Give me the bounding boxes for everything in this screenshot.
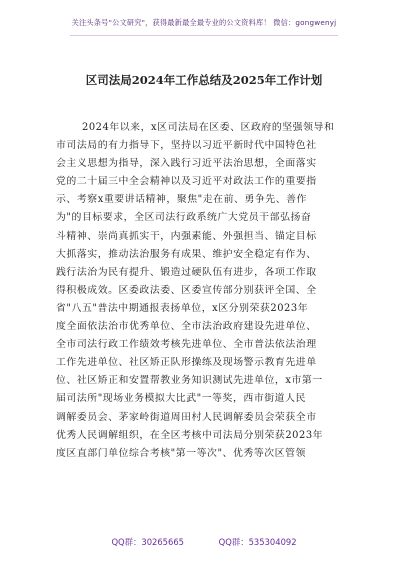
body-line: 调解委员会、茅家岭街道周田村人民调解委员会荣获全市: [56, 411, 317, 423]
top-banner: 关注头条号"公文研究"，获得最新最全最专业的公文资料库！ 微信：gongwenyj: [71, 18, 337, 27]
document-title: 区司法局2024年工作总结及2025年工作计划: [85, 73, 323, 87]
body-line: 全市司法行政工作绩效考核先进单位、全市普法依法治理: [56, 339, 317, 351]
body-line: 度全面依法治市优秀单位、全市法治政府建设先进单位、: [56, 321, 317, 333]
body-line: 示、考察x重要讲话精神，聚焦"走在前、勇争先、善作: [56, 194, 307, 206]
footer-qq-group-1: QQ群：30265665: [111, 537, 184, 547]
body-line: 大抓落实，推动法治服务有成果、维护安全稳定有作为、: [56, 248, 317, 260]
body-line: 为"的目标要求，全区司法行政系统广大党员干部弘扬奋: [56, 212, 312, 224]
body-line: 党的二十届三中全会精神以及习近平对政法工作的重要指: [56, 176, 317, 188]
body-line: 工作先进单位、社区矫正队形操练及现场警示教育先进单: [56, 357, 317, 369]
body-line: 践行法治为民有提升、锻造过硬队伍有进步，各项工作取: [56, 266, 317, 278]
body-line: 位、社区矫正和安置帮教业务知识测试先进单位，x市第一: [56, 375, 323, 387]
body-line: 优秀人民调解组织，在全区考核中司法局分别荣获2023年: [56, 429, 324, 441]
body-line: 斗精神、崇尚真抓实干，内强素能、外强担当、锚定目标: [56, 230, 317, 242]
document-body: [56, 119, 354, 463]
body-line: 得积极成效。区委政法委、区委宣传部分别获评全国、全: [56, 284, 317, 296]
body-line: 市司法局的有力指导下，坚持以习近平新时代中国特色社: [56, 140, 317, 152]
body-line: 会主义思想为指导，深入践行习近平法治思想，全面落实: [56, 158, 317, 170]
footer-contacts: [0, 536, 408, 548]
banner-divider: [70, 35, 338, 36]
body-line: 度区直部门单位综合考核"第一等次"、优秀等次区管领: [56, 447, 306, 459]
footer-qq-group-2: QQ群：535304092: [218, 537, 297, 547]
body-line: 届司法所"现场业务模拟大比武"一等奖，西市街道人民: [56, 393, 306, 405]
body-line: 2024年以来，x区司法局在区委、区政府的坚强领导和: [82, 122, 335, 133]
body-line: 省"八五"普法中期通报表扬单位，x区分别荣获2023年: [56, 302, 309, 314]
